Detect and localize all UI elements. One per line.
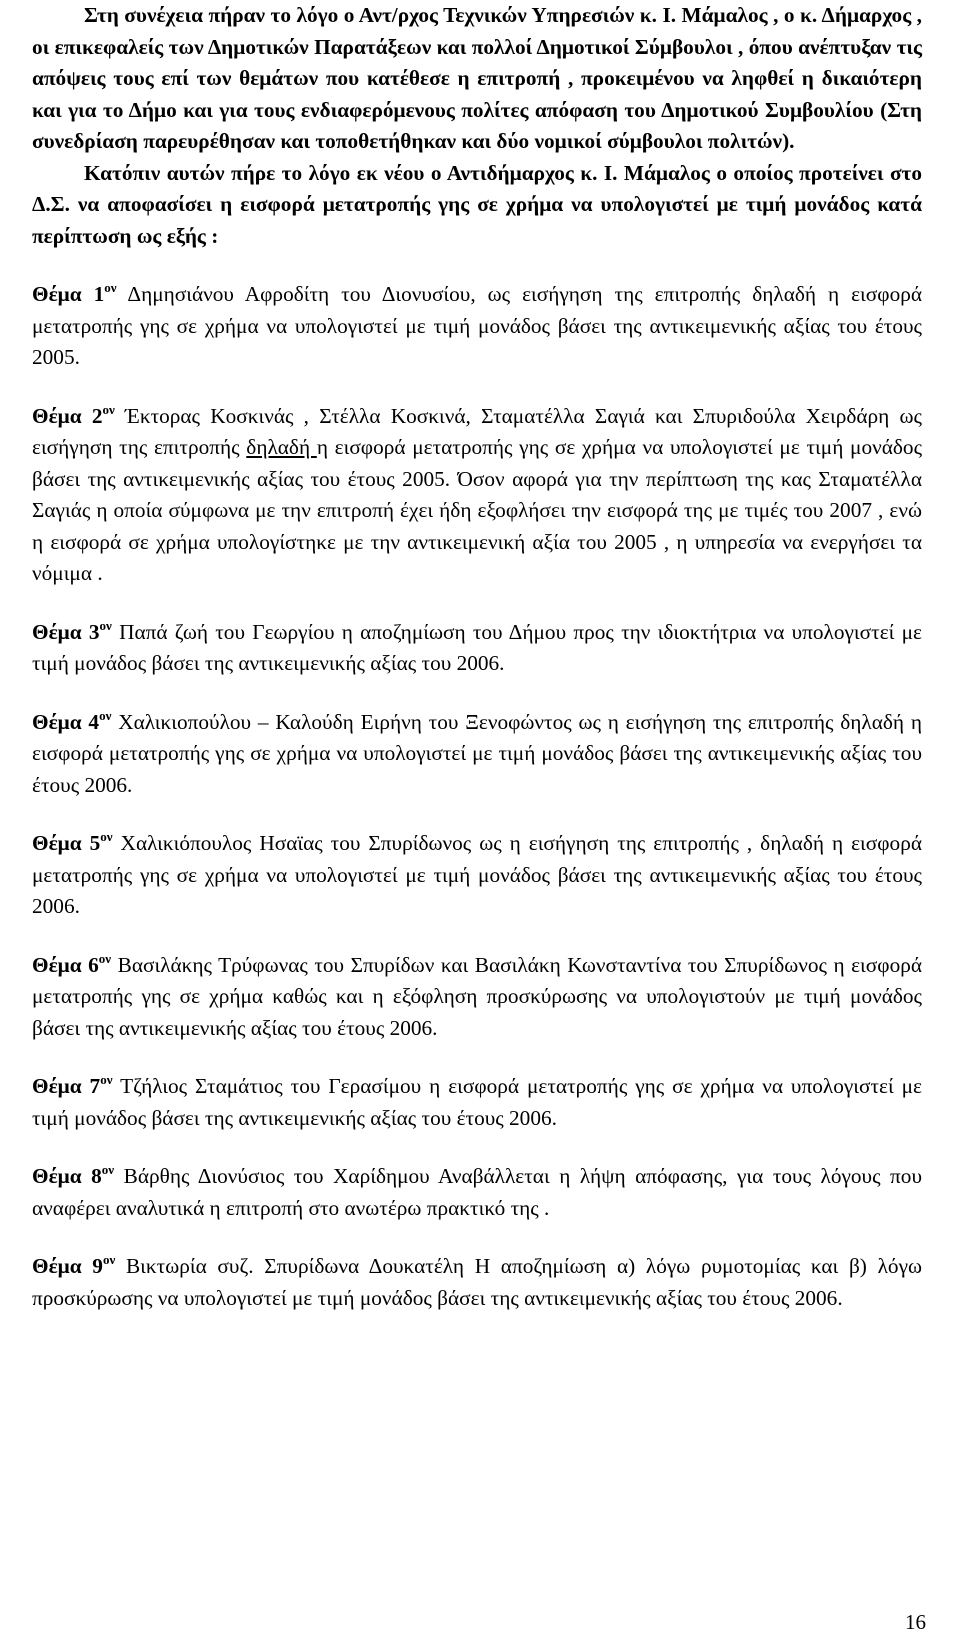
topic-label-7: Θέμα $7^{o\nu}$ <box>32 1072 113 1098</box>
topic-paragraph-1 <box>32 279 922 374</box>
intro-paragraph-discussion: Στη συνέχεια πήραν το λόγο ο Αντ/ρχος Τεχνικών Υπηρεσιών κ. Ι. Μάμαλος , ο κ. Δήμαρχος , οι επικεφαλείς των Δημοτικών Παρατάξεων και πολλοί Δημοτικοί Σύμβουλοι , όπου ανέπτυξαν τις απόψεις τους επί των θεμάτων που κατέθεσε η επιτροπή , προκειμένου να ληφθεί η δικαιότερη και για το Δήμο και για τους ενδιαφερόμενους πολίτες απόφαση του Δημοτικού Συμβουλίου (Στη συνεδρίαση παρευρέθησαν και τοποθετήθηκαν και δύο νομικοί σύμβουλοι πολιτών). <box>32 3 922 153</box>
topic-paragraph-8 <box>32 1161 922 1224</box>
topic-label-6: Θέμα $6^{o\nu}$ <box>32 950 112 977</box>
topic-label-5: Θέμα $5^{o\nu}$ <box>32 829 113 855</box>
topic-text-1: Δημησιάνου Αφροδίτη του Διονυσίου, ως εισήγηση της επιτροπής δηλαδή η εισφορά μετατροπής γης σε χρήμα να υπολογιστεί με τιμή μονάδος βάσει της αντικειμενικής αξίας του έτους 2005. <box>32 282 922 369</box>
document-page <box>32 0 922 1314</box>
topic-paragraph-5 <box>32 828 922 923</box>
topic-label-4: Θέμα $4^{o\nu}$ <box>32 707 112 734</box>
page-number: 16 <box>905 1610 926 1634</box>
topic-text-8: Βάρθης Διονύσιος του Χαρίδημου Αναβάλλεται η λήψη απόφασης, για τους λόγους που αναφέρει αναλυτικά η επιτροπή στο ανωτέρω πρακτικό της . <box>32 1164 922 1220</box>
topic-text-6: Βασιλάκης Τρύφωνας του Σπυρίδων και Βασιλάκη Κωνσταντίνα του Σπυρίδωνος η εισφορά μετατροπής γης σε χρήμα καθώς και η εξόφληση προσκύρωσης να υπολογιστούν με τιμή μονάδος βάσει της αντικειμενικής αξίας του έτους 2006. <box>32 952 922 1040</box>
topic-paragraph-6 <box>32 950 922 1045</box>
topic-paragraph-2 <box>32 401 922 590</box>
topic-label-3: Θέμα $3^{o\nu}$ <box>32 617 112 644</box>
topic-label-1: Θέμα $1^{o\nu}$ <box>32 280 117 306</box>
topic-text-2-part-1: Έκτορας Κοσκινάς , Στέλλα Κοσκινά, Σταματέλλα Σαγιά και Σπυριδούλα Χειρδάρη ως εισήγηση της επιτροπής <box>32 403 922 459</box>
topic-text-7: Τζήλιος Σταμάτιος του Γερασίμου η εισφορά μετατροπής γης σε χρήμα να υπολογιστεί με τιμή μονάδος βάσει της αντικειμενικής αξίας του έτους 2006. <box>32 1074 922 1130</box>
topic-text-5: Χαλικιόπουλος Ησαϊας του Σπυρίδωνος ως η εισήγηση της επιτροπής , δηλαδή η εισφορά μετατροπής γης σε χρήμα να υπολογιστεί με τιμή μονάδος βάσει της αντικειμενικής αξίας του έτους 2006. <box>32 831 922 918</box>
topic-paragraph-3 <box>32 617 922 680</box>
topic-text-2-underlined: δηλαδή <box>246 435 317 459</box>
topic-paragraph-7 <box>32 1071 922 1134</box>
topic-label-2: Θέμα $2^{o\nu}$ <box>32 401 115 428</box>
intro-paragraph-proposal: Κατόπιν αυτών πήρε το λόγο εκ νέου ο Αντιδήμαρχος κ. Ι. Μάμαλος ο οποίος προτείνει στο Δ.Σ. να αποφασίσει η εισφορά μετατροπής γης σε χρήμα να υπολογιστεί με τιμή μονάδος κατά περίπτωση ως εξής : <box>32 160 922 248</box>
topic-text-4: Χαλικιοπούλου – Καλούδη Ειρήνη του Ξενοφώντος ως η εισήγηση της επιτροπής δηλαδή η εισφορά μετατροπής γης σε χρήμα να υπολογιστεί με τιμή μονάδος βάσει της αντικειμενικής αξίας του έτους 2006. <box>32 709 922 797</box>
topic-text-3: Παπά ζωή του Γεωργίου η αποζημίωση του Δήμου προς την ιδιοκτήτρια να υπολογιστεί με τιμή μονάδος βάσει της αντικειμενικής αξίας του 2006. <box>32 619 922 675</box>
topic-paragraph-4 <box>32 707 922 802</box>
topic-text-2-part-2: η εισφορά μετατροπής γης σε χρήμα να υπολογιστεί με τιμή μονάδος βάσει της αντικειμενικής αξίας του έτους 2005. Όσον αφορά για την περίπτωση της κας Σταματέλλα Σαγιάς η οποία σύμφωνα με την επιτροπή έχει ήδη εξοφλήσει την εισφορά της με τιμές του 2007 , ενώ η εισφορά σε χρήμα υπολογίστηκε με την αντικειμενική αξία του 2005 , η υπηρεσία να ενεργήσει τα νόμιμα . <box>32 435 922 585</box>
topic-label-9: Θέμα $9^{o\nu}$ <box>32 1252 116 1278</box>
topic-label-8: Θέμα $8^{o\nu}$ <box>32 1162 115 1188</box>
topic-paragraph-9 <box>32 1251 922 1314</box>
topic-text-9: Βικτωρία συζ. Σπυρίδωνα Δουκατέλη Η αποζημίωση α) λόγω ρυμοτομίας και β) λόγω προσκύρωσης να υπολογιστεί με τιμή μονάδος βάσει της αντικειμενικής αξίας του έτους 2006. <box>32 1254 922 1310</box>
